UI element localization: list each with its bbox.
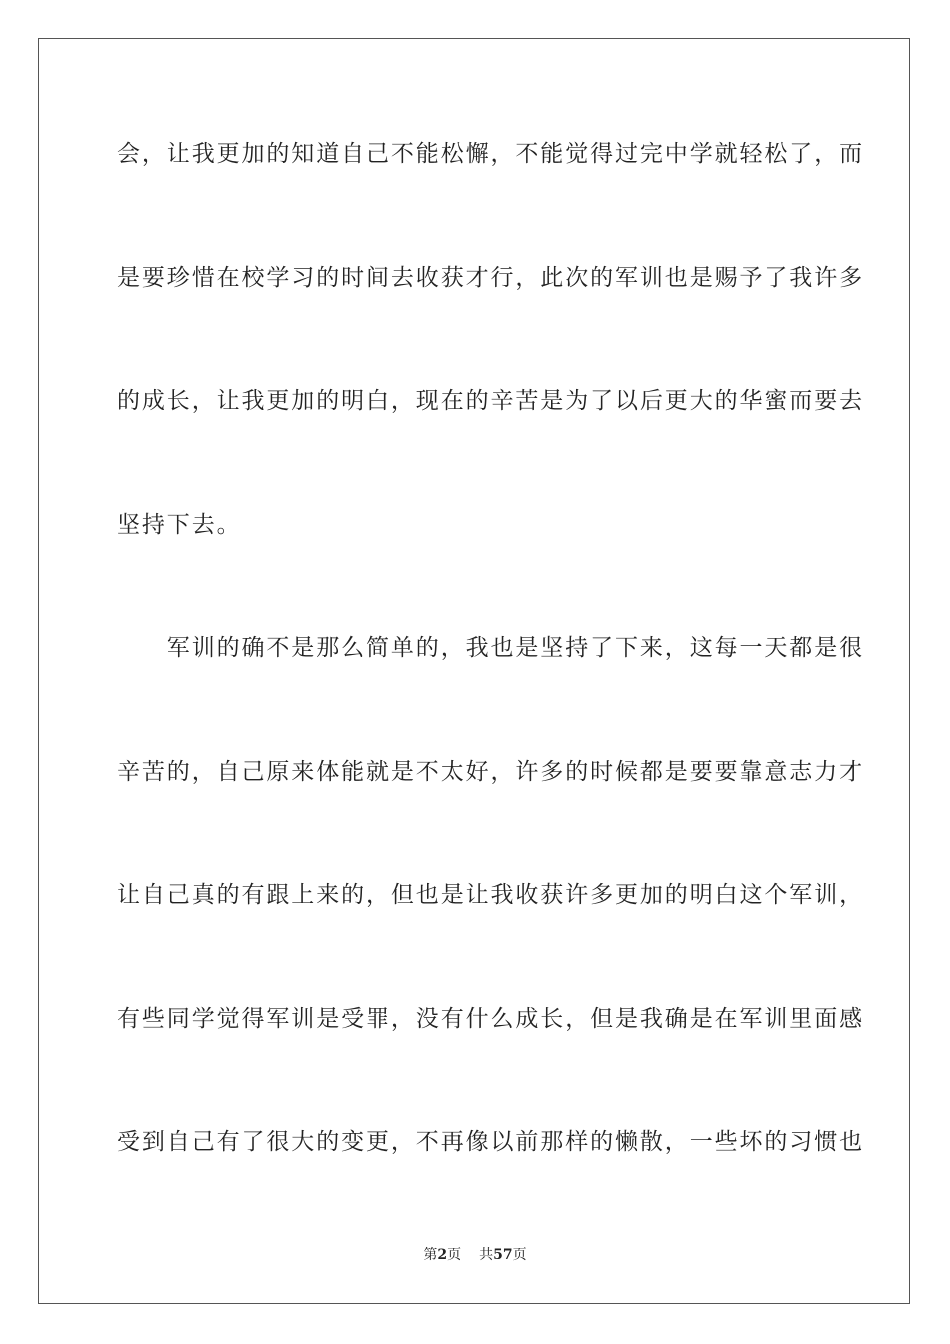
body-line-9: 受到自己有了很大的变更，不再像以前那样的懒散，一些坏的习惯也 — [117, 1129, 864, 1155]
total-pages: 57 — [493, 1247, 513, 1263]
page-footer — [0, 1246, 950, 1264]
body-line-5: 军训的确不是那么简单的，我也是坚持了下来，这每一天都是很 — [117, 635, 864, 661]
page-border — [38, 38, 910, 1304]
body-line-4: 坚持下去。 — [117, 512, 242, 538]
body-line-8: 有些同学觉得军训是受罪，没有什么成长，但是我确是在军训里面感 — [117, 1006, 864, 1032]
total-prefix: 共 — [479, 1247, 494, 1263]
total-suffix: 页 — [512, 1247, 527, 1263]
page-prefix: 第 — [423, 1247, 438, 1263]
body-line-6: 辛苦的，自己原来体能就是不太好，许多的时候都是要要靠意志力才 — [117, 759, 864, 785]
body-line-3: 的成长，让我更加的明白，现在的辛苦是为了以后更大的华蜜而要去 — [117, 388, 864, 414]
page-suffix: 页 — [447, 1247, 462, 1263]
page-number: 2 — [437, 1247, 448, 1263]
body-line-2: 是要珍惜在校学习的时间去收获才行，此次的军训也是赐予了我许多 — [117, 265, 864, 291]
body-line-7: 让自己真的有跟上来的，但也是让我收获许多更加的明白这个军训， — [117, 882, 864, 908]
body-line-1: 会，让我更加的知道自己不能松懈，不能觉得过完中学就轻松了，而 — [117, 141, 864, 167]
